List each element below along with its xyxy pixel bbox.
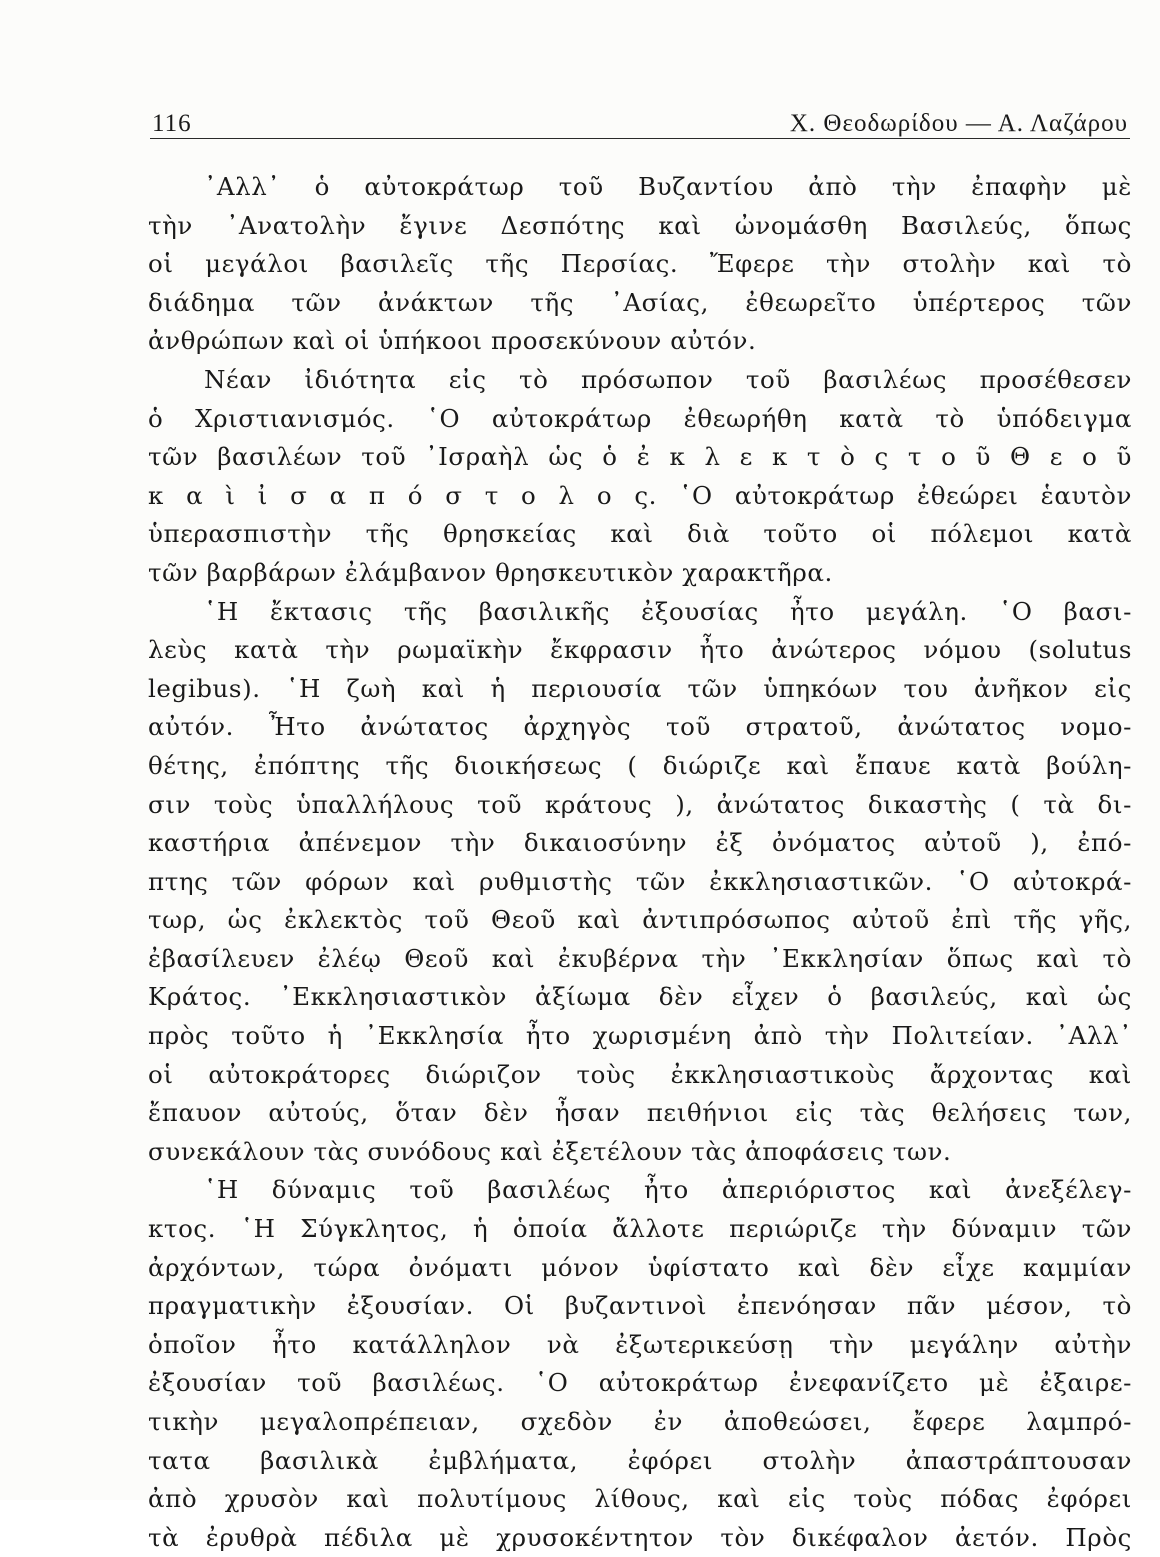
text-line: ὁ Χριστιανισμός. ῾Ο αὐτοκράτωρ ἐθεωρήθη κατὰ τὸ ὑπόδειγμα	[148, 403, 1132, 433]
text-line: τὴν ᾿Ανατολὴν ἔγινε Δεσπότης καὶ ὠνομάσθη Βασιλεύς, ὅπως	[148, 210, 1132, 240]
text-line: κτος. ῾Η Σύγκλητος, ἡ ὁποία ἄλλοτε περιώριζε τὴν δύναμιν τῶν	[148, 1214, 1132, 1244]
text-line: τατα βασιλικὰ ἐμβλήματα, ἐφόρει στολὴν ἀπαστράπτουσαν	[148, 1445, 1132, 1475]
text-line: θέτης, ἐπόπτης τῆς διοικήσεως ( διώριζε καὶ ἔπαυε κατὰ βούλη-	[148, 750, 1132, 780]
text-line: κ α ὶ ἰ σ α π ό σ τ ο λ ο ς. ῾Ο αὐτοκράτωρ ἐθεώρει ἑαυτὸν	[148, 480, 1132, 510]
page-number: 116	[152, 110, 192, 137]
text-line: ἀνθρώπων καὶ οἱ ὑπήκοοι προσεκύνουν αὐτόν.	[148, 326, 757, 356]
text-line: ἐβασίλευεν ἐλέῳ Θεοῦ καὶ ἐκυβέρνα τὴν ᾿Εκκλησίαν ὅπως καὶ τὸ	[148, 943, 1132, 973]
text-line: Κράτος. ᾿Εκκλησιαστικὸν ἀξίωμα δὲν εἶχεν ὁ βασιλεύς, καὶ ὡς	[148, 982, 1132, 1012]
text-line: ὁποῖον ἦτο κατάλληλον νὰ ἐξωτερικεύσῃ τὴν μεγάλην αὐτὴν	[148, 1329, 1132, 1359]
header-rule	[150, 138, 1130, 139]
text-line: ῾Η δύναμις τοῦ βασιλέως ἦτο ἀπεριόριστος καὶ ἀνεξέλεγ-	[204, 1175, 1132, 1205]
text-line: λεὺς κατὰ τὴν ρωμαϊκὴν ἔκφρασιν ἦτο ἀνώτερος νόμου (solutus	[148, 635, 1132, 665]
text-line: πραγματικὴν ἐξουσίαν. Οἱ βυζαντινοὶ ἐπενόησαν πᾶν μέσον, τὸ	[148, 1291, 1132, 1321]
text-line: ῾Η ἔκτασις τῆς βασιλικῆς ἐξουσίας ἦτο μεγάλη. ῾Ο βασι-	[204, 596, 1132, 626]
text-line: τωρ, ὡς ἐκλεκτὸς τοῦ Θεοῦ καὶ ἀντιπρόσωπος αὐτοῦ ἐπὶ τῆς γῆς,	[148, 905, 1132, 935]
text-line: πρὸς τοῦτο ἡ ᾿Εκκλησία ἦτο χωρισμένη ἀπὸ τὴν Πολιτείαν. ᾿Αλλ᾿	[148, 1021, 1132, 1051]
running-title: Χ. Θεοδωρίδου — Α. Λαζάρου	[789, 110, 1128, 137]
text-line: διάδημα τῶν ἀνάκτων τῆς ᾿Ασίας, ἐθεωρεῖτο ὑπέρτερος τῶν	[148, 287, 1132, 317]
running-header	[152, 98, 1128, 138]
text-line: ἐξουσίαν τοῦ βασιλέως. ῾Ο αὐτοκράτωρ ἐνεφανίζετο μὲ ἐξαιρε-	[148, 1368, 1132, 1398]
text-line: ᾿Αλλ᾿ ὁ αὐτοκράτωρ τοῦ Βυζαντίου ἀπὸ τὴν ἐπαφὴν μὲ	[204, 172, 1132, 201]
body-text	[148, 168, 1132, 1557]
text-line: ἀπὸ χρυσὸν καὶ πολυτίμους λίθους, καὶ εἰς τοὺς πόδας ἐφόρει	[148, 1484, 1132, 1514]
text-line: καστήρια ἀπένεμον τὴν δικαιοσύνην ἐξ ὀνόματος αὐτοῦ ), ἐπό-	[148, 828, 1132, 858]
text-line: οἱ αὐτοκράτορες διώριζον τοὺς ἐκκλησιαστικοὺς ἄρχοντας καὶ	[148, 1059, 1132, 1089]
text-line: legibus). ῾Η ζωὴ καὶ ἡ περιουσία τῶν ὑπηκόων του ἀνῆκον εἰς	[148, 673, 1132, 703]
text-line: σιν τοὺς ὑπαλλήλους τοῦ κράτους ), ἀνώτατος δικαστὴς ( τὰ δι-	[148, 789, 1132, 819]
text-line: πτης τῶν φόρων καὶ ρυθμιστὴς τῶν ἐκκλησιαστικῶν. ῾Ο αὐτοκρά-	[148, 866, 1132, 896]
text-line: ἔπαυον αὐτούς, ὅταν δὲν ἦσαν πειθήνιοι εἰς τὰς θελήσεις των,	[148, 1098, 1132, 1128]
text-line: τῶν βασιλέων τοῦ ᾿Ισραὴλ ὡς ὁ ἐ κ λ ε κ τ ὸ ς τ ο ῦ Θ ε ο ῦ	[148, 442, 1132, 472]
text-line: ἀρχόντων, τώρα ὀνόματι μόνον ὑφίστατο καὶ δὲν εἶχε καμμίαν	[148, 1252, 1132, 1282]
text-line: ὑπερασπιστὴν τῆς θρησκείας καὶ διὰ τοῦτο οἱ πόλεμοι κατὰ	[148, 519, 1132, 549]
text-line: οἱ μεγάλοι βασιλεῖς τῆς Περσίας. Ἔφερε τὴν στολὴν καὶ τὸ	[148, 249, 1132, 279]
text-line: αὐτόν. Ἦτο ἀνώτατος ἀρχηγὸς τοῦ στρατοῦ, ἀνώτατος νομο-	[148, 712, 1132, 742]
text-line: τῶν βαρβάρων ἐλάμβανον θρησκευτικὸν χαρακτῆρα.	[148, 557, 833, 587]
text-line: τικὴν μεγαλοπρέπειαν, σχεδὸν ἐν ἀποθεώσει, ἔφερε λαμπρό-	[148, 1407, 1132, 1436]
text-line: Νέαν ἰδιότητα εἰς τὸ πρόσωπον τοῦ βασιλέως προσέθεσεν	[204, 364, 1132, 394]
text-line: συνεκάλουν τὰς συνόδους καὶ ἐξετέλουν τὰς ἀποφάσεις των.	[148, 1136, 952, 1166]
text-line: τὰ ἐρυθρὰ πέδιλα μὲ χρυσοκέντητον τὸν δικέφαλον ἀετόν. Πρὸς	[148, 1522, 1132, 1552]
